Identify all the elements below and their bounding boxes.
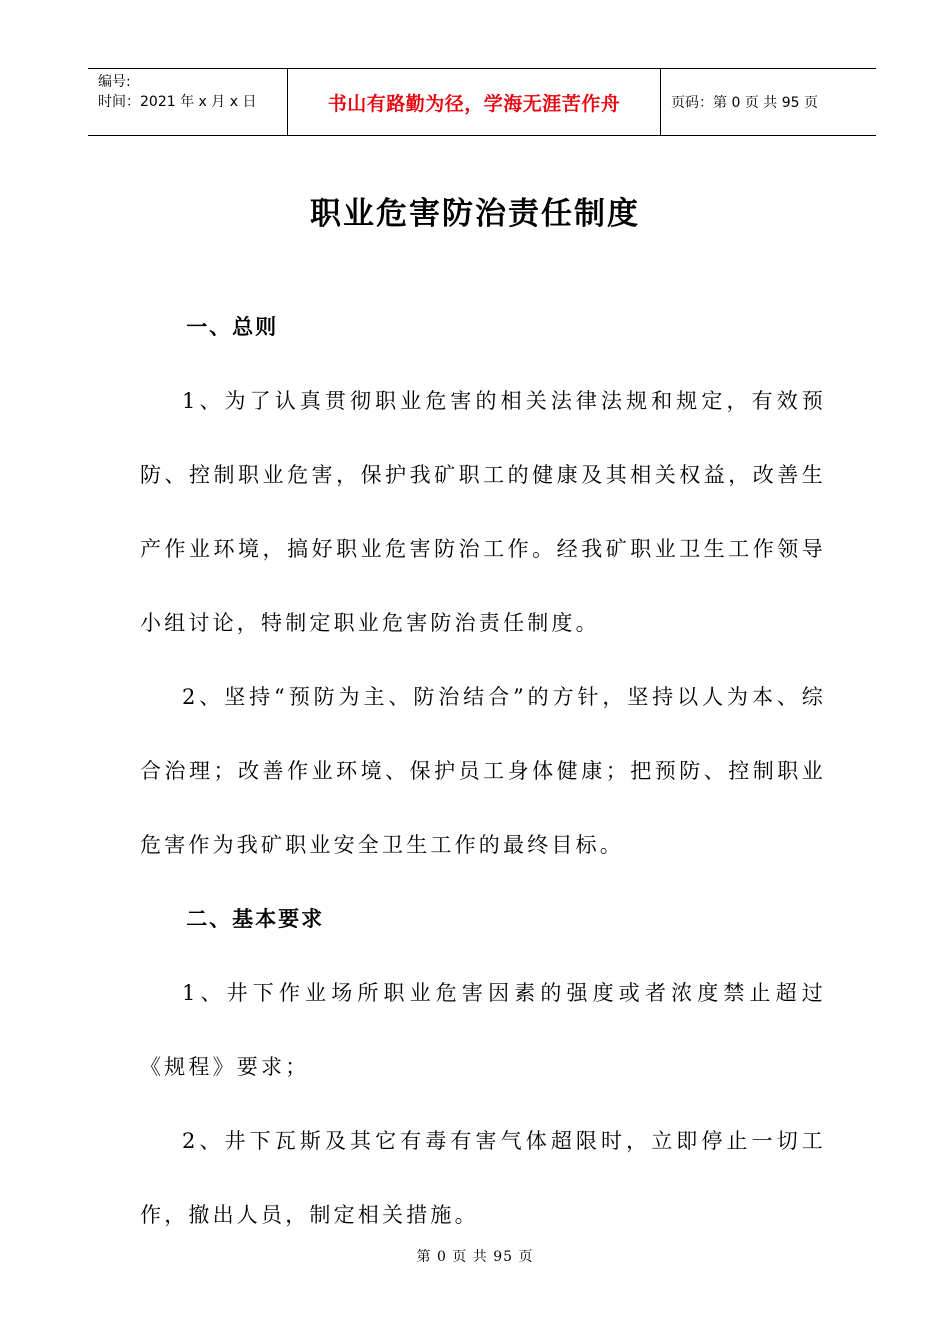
header-page-number: 页码：第 0 页 共 95 页	[671, 95, 818, 111]
document-number-label: 编号:	[98, 74, 131, 90]
page-footer: 第 0 页 共 95 页	[416, 1249, 534, 1265]
section-heading-basic-requirements: 二、基本要求	[186, 907, 325, 931]
document-body	[140, 290, 826, 1252]
paragraph: 2、坚持“预防为主、防治结合”的方针，坚持以人为本、综合治理；改善作业环境、保护员工身体健康；把预防、控制职业危害作为我矿职业安全卫生工作的最终目标。	[140, 685, 826, 857]
header-meta	[88, 69, 288, 135]
document-title: 职业危害防治责任制度	[310, 196, 640, 232]
paragraph: 1、为了认真贯彻职业危害的相关法律法规和规定，有效预防、控制职业危害，保护我矿职工的健康及其相关权益，改善生产作业环境，搞好职业危害防治工作。经我矿职业卫生工作领导小组讨论，特制定职业危害防治责任制度。	[140, 389, 826, 635]
paragraph: 1、井下作业场所职业危害因素的强度或者浓度禁止超过《规程》要求；	[140, 981, 826, 1079]
document-time-label: 时间：2021 年 x 月 x 日	[98, 94, 257, 110]
paragraph: 2、井下瓦斯及其它有毒有害气体超限时，立即停止一切工作，撤出人员，制定相关措施。	[140, 1129, 826, 1227]
page-header	[88, 68, 876, 136]
header-motto: 书山有路勤为径，学海无涯苦作舟	[288, 69, 661, 135]
section-heading-general: 一、总则	[186, 315, 279, 339]
